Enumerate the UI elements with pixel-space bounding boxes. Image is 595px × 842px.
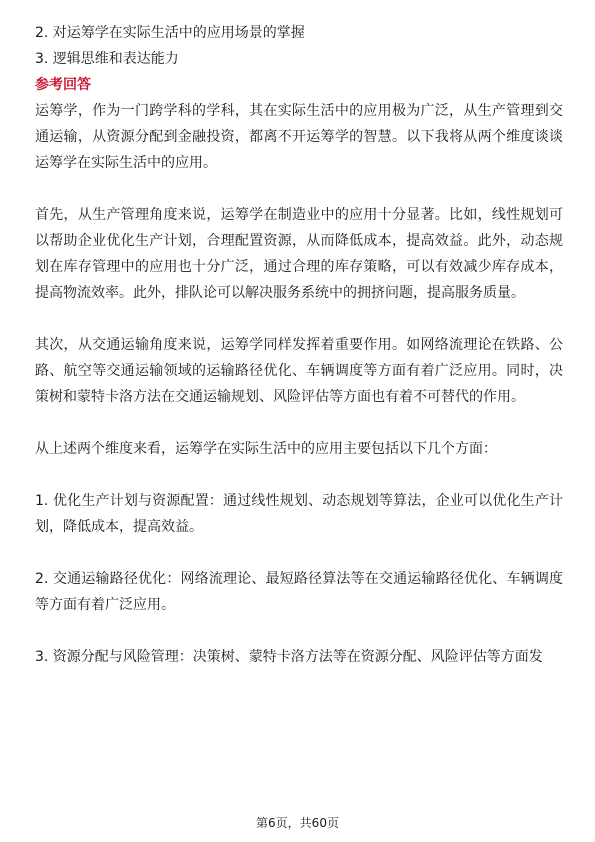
document-body: [35, 20, 563, 670]
list-item-3: 3. 资源分配与风险管理：决策树、蒙特卡洛方法等在资源分配、风险评估等方面发: [35, 649, 543, 665]
list-item-1: 1. 优化生产计划与资源配置：通过线性规划、动态规划等算法，企业可以优化生产计划，降低成本，提高效益。: [35, 493, 563, 535]
criteria-item-2: 2. 对运筹学在实际生活中的应用场景的掌握: [35, 25, 305, 41]
answer-heading: 参考回答: [35, 77, 91, 93]
paragraph-gap: [35, 176, 563, 202]
paragraph-gap: [35, 306, 563, 332]
list-item-2: 2. 交通运输路径优化：网络流理论、最短路径算法等在交通运输路径优化、车辆调度等方面有着广泛应用。: [35, 571, 563, 613]
paragraph-gap: [35, 618, 563, 644]
paragraph-gap: [35, 462, 563, 488]
paragraph-gap: [35, 410, 563, 436]
paragraph-intro: 运筹学，作为一门跨学科的学科，其在实际生活中的应用极为广泛，从生产管理到交通运输，从资源分配到金融投资，都离不开运筹学的智慧。以下我将从两个维度谈谈运筹学在实际生活中的应用。: [35, 103, 563, 171]
paragraph-summary: 从上述两个维度来看，运筹学在实际生活中的应用主要包括以下几个方面：: [35, 441, 497, 457]
paragraph-transport: 其次，从交通运输角度来说，运筹学同样发挥着重要作用。如网络流理论在铁路、公路、航空等交通运输领域的运输路径优化、车辆调度等方面有着广泛应用。同时，决策树和蒙特卡洛方法在交通运输规划、风险评估等方面也有着不可替代的作用。: [35, 337, 563, 405]
paragraph-gap: [35, 540, 563, 566]
paragraph-production: 首先，从生产管理角度来说，运筹学在制造业中的应用十分显著。比如，线性规划可以帮助企业优化生产计划，合理配置资源，从而降低成本，提高效益。此外，动态规划在库存管理中的应用也十分广泛，通过合理的库存策略，可以有效减少库存成本，提高物流效率。此外，排队论可以解决服务系统中的拥挤问题，提高服务质量。: [35, 207, 563, 301]
criteria-item-3: 3. 逻辑思维和表达能力: [35, 51, 179, 67]
page-number: 第6页，共60页: [256, 816, 339, 830]
